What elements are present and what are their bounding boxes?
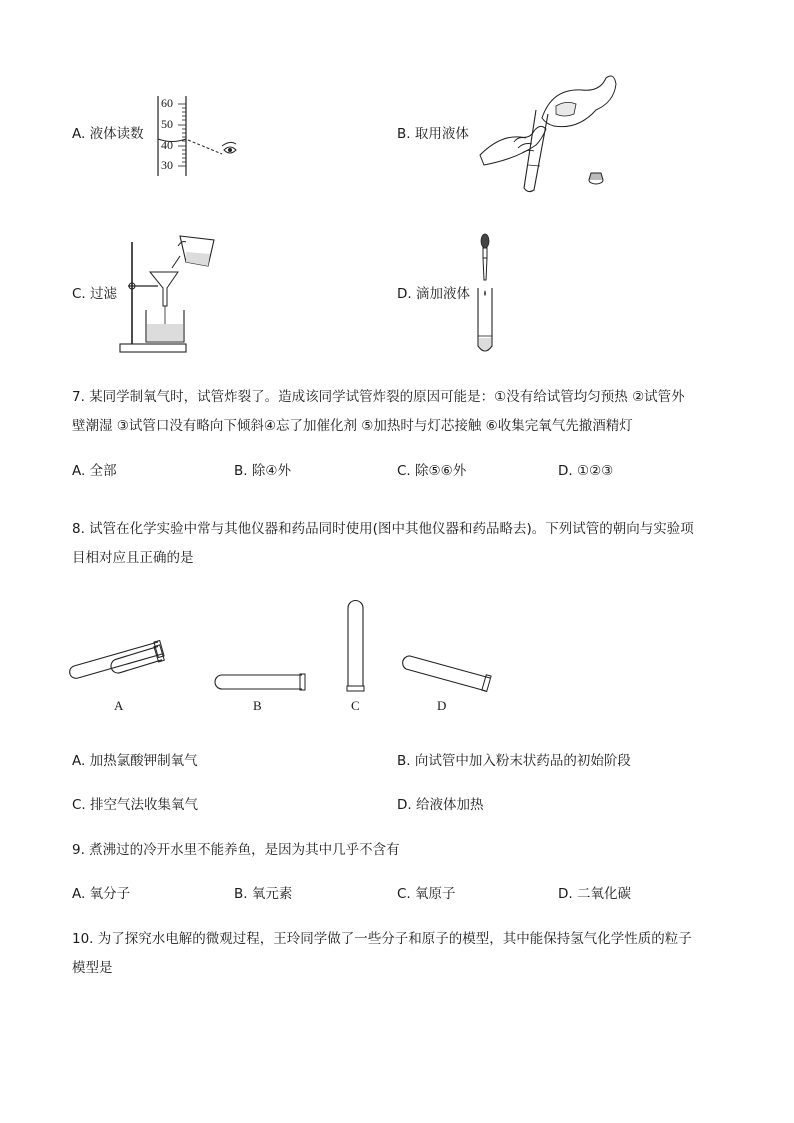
q7-option-a: A. 全部 (72, 463, 117, 479)
q8-option-d: D. 给液体加热 (397, 797, 484, 813)
q8-option-a: A. 加热氯酸钾制氧气 (72, 753, 198, 769)
q8-stem-line1: 8. 试管在化学实验中常与其他仪器和药品同时使用(图中其他仪器和药品略去)。下列试管的朝向与实验项 (72, 521, 694, 537)
q10-stem-line2: 模型是 (72, 960, 113, 976)
tube-label-b: B (253, 698, 262, 713)
q9-stem: 9. 煮沸过的冷开水里不能养鱼，是因为其中几乎不含有 (72, 842, 400, 858)
q6-option-b-label: B. 取用液体 (397, 126, 469, 142)
q6-option-c-label: C. 过滤 (72, 286, 118, 302)
tube-label-a: A (114, 698, 124, 713)
q8-stem-line2: 目相对应且正确的是 (72, 550, 194, 566)
q7-option-b: B. 除④外 (234, 463, 291, 479)
filtration-apparatus-figure (118, 232, 228, 361)
q9-option-d: D. 二氧化碳 (558, 886, 631, 902)
graduated-cylinder-reading-figure (152, 92, 252, 186)
dropper-adding-liquid-figure (470, 232, 510, 361)
q6-option-d-label: D. 滴加液体 (397, 286, 470, 302)
tube-label-c: C (351, 698, 360, 713)
q7-stem-line1: 7. 某同学制氧气时，试管炸裂了。造成该同学试管炸裂的原因可能是：①没有给试管均匀预热 ②试管外 (72, 389, 685, 405)
q7-stem-line2: 壁潮湿 ③试管口没有略向下倾斜④忘了加催化剂 ⑤加热时与灯芯接触 ⑥收集完氧气先撤酒精灯 (72, 418, 633, 434)
q10-stem-line1: 10. 为了探究水电解的微观过程，王玲同学做了一些分子和原子的模型，其中能保持氢气化学性质的粒子 (72, 931, 692, 947)
q9-option-b: B. 氧元素 (234, 886, 293, 902)
scale-50: 50 (161, 117, 173, 131)
q6-option-a-label: A. 液体读数 (72, 126, 144, 142)
scale-40: 40 (161, 138, 173, 152)
q8-option-c: C. 排空气法收集氧气 (72, 797, 199, 813)
tube-label-d: D (437, 698, 447, 713)
scale-30: 30 (161, 158, 173, 172)
scale-60: 60 (161, 96, 173, 110)
q9-option-a: A. 氧分子 (72, 886, 131, 902)
q9-option-c: C. 氧原子 (397, 886, 456, 902)
q7-option-c: C. 除⑤⑥外 (397, 463, 467, 479)
pouring-liquid-figure (476, 70, 616, 199)
q8-option-b: B. 向试管中加入粉末状药品的初始阶段 (397, 753, 631, 769)
test-tube-orientations-figure (70, 598, 510, 722)
q7-option-d: D. ①②③ (558, 463, 614, 479)
